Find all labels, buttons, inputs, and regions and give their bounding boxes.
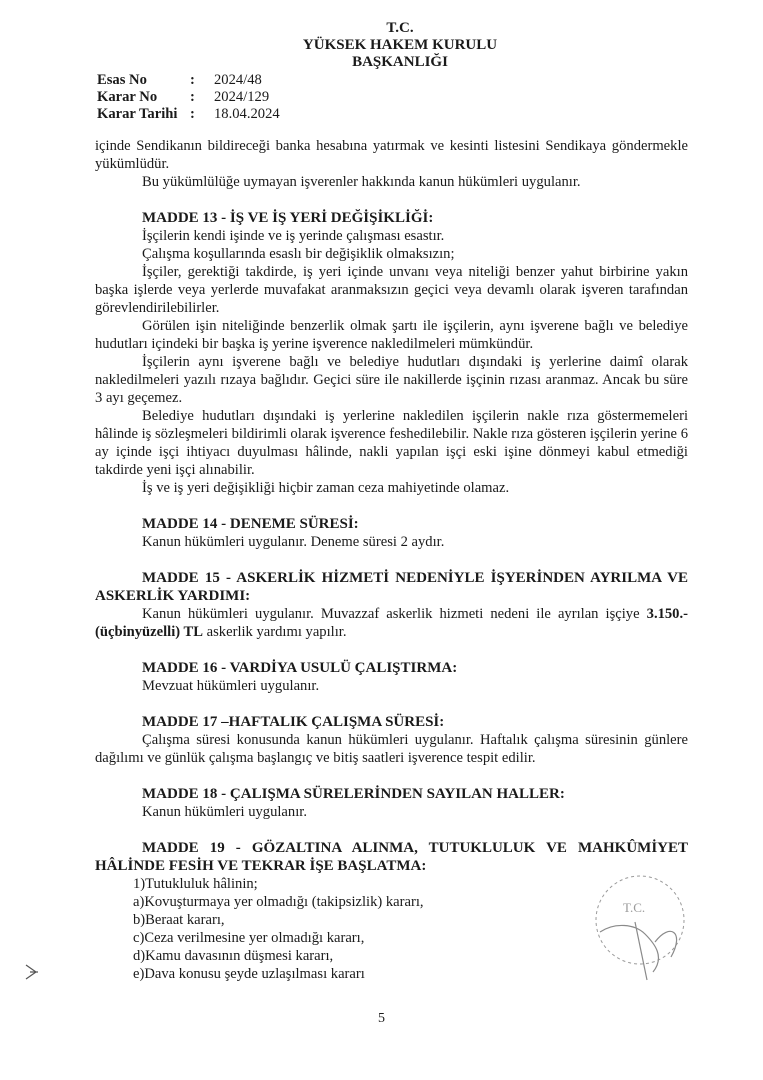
karar-label: Karar No <box>97 89 158 105</box>
paragraph: Çalışma koşullarında esaslı bir değişiklik olmaksızın; <box>142 246 455 262</box>
document-body <box>95 137 688 983</box>
list-item: b)Beraat kararı, <box>133 912 225 928</box>
list-item: e)Dava konusu şeyde uzlaşılması kararı <box>133 966 365 982</box>
article-18-heading: MADDE 18 - ÇALIŞMA SÜRELERİNDEN SAYILAN HALLER: <box>142 786 565 802</box>
esas-label: Esas No <box>97 72 147 88</box>
paragraph: Kanun hükümleri uygulanır. <box>142 804 307 820</box>
paragraph: Kanun hükümleri uygulanır. Deneme süresi 2 aydır. <box>142 534 445 550</box>
separator: : <box>190 72 195 88</box>
article-16-heading: MADDE 16 - VARDİYA USULÜ ÇALIŞTIRMA: <box>142 660 458 676</box>
paragraph: İşçilerin aynı işverene bağlı ve belediye hudutları dışındaki iş yerlerine daimî olarak nakledilmeleri yazılı rızaya bağlıdır. Geçici süre ile nakillerde işçinin rızası aranmaz. Ancak bu süre 3 ayı geçemez. <box>95 354 688 406</box>
article-15-heading: MADDE 15 - ASKERLİK HİZMETİ NEDENİYLE İŞYERİNDEN AYRILMA VE ASKERLİK YARDIMI: <box>95 570 688 604</box>
tarih-value: 18.04.2024 <box>214 106 280 122</box>
tarih-label: Karar Tarihi <box>97 106 178 122</box>
karar-row <box>97 89 280 106</box>
tarih-row <box>97 106 280 123</box>
header-presidency: BAŞKANLIĞI <box>352 54 448 70</box>
paragraph: Mevzuat hükümleri uygulanır. <box>142 678 320 694</box>
page-number: 5 <box>378 1011 385 1026</box>
esas-value: 2024/48 <box>214 72 262 88</box>
paragraph: Belediye hudutları dışındaki iş yerlerine nakledilen işçilerin nakle rıza göstermemeleri hâlinde iş sözleşmeleri bildirimli olarak işverence feshedilebilir. Nakle rıza gösteren işçilerin yerine 6 ay içinde işçi ihtiyacı duyulması hâlinde, nakli yapılan işçi eski işine dönmeyi kabul etmediği takdirde yeni işçi alınabilir. <box>95 408 688 478</box>
list-item: c)Ceza verilmesine yer olmadığı kararı, <box>133 930 365 946</box>
paragraph: Görülen işin niteliğinde benzerlik olmak şartı ile işçilerin, aynı işverene bağlı ve belediye hudutları içindeki bir başka iş yerine işverence nakledilmeleri mümkündür. <box>95 318 688 352</box>
case-metadata <box>97 72 280 123</box>
paragraph: Çalışma süresi konusunda kanun hükümleri uygulanır. Haftalık çalışma süresinin günlere dağılımı ve günlük çalışma başlangıç ve bitiş saatleri işverence tespit edilir. <box>95 732 688 766</box>
amount-text: 3.150.-(üçbinyüzelli) TL <box>95 606 688 640</box>
list-item: d)Kamu davasının düşmesi kararı, <box>133 948 334 964</box>
article-17-heading: MADDE 17 –HAFTALIK ÇALIŞMA SÜRESİ: <box>142 714 445 730</box>
header-institution: YÜKSEK HAKEM KURULU <box>302 37 498 53</box>
margin-mark <box>24 963 44 981</box>
paragraph: İşçilerin kendi işinde ve iş yerinde çalışması esastır. <box>142 228 445 244</box>
paragraph <box>95 605 688 641</box>
list-item: a)Kovuşturmaya yer olmadığı (takipsizlik) kararı, <box>133 894 424 910</box>
header-tc: T.C. <box>386 20 414 36</box>
article-14-heading: MADDE 14 - DENEME SÜRESİ: <box>142 516 359 532</box>
paragraph: İşçiler, gerektiği takdirde, iş yeri içinde unvanı veya niteliği benzer yahut birbirine yakın başka işlerde veya yerlerde muvafakat aranmaksızın geçici veya devamlı olarak işveren tarafından görevlendirilebilirler. <box>95 264 688 316</box>
official-stamp-signature <box>575 862 705 992</box>
stamp-label: T.C. <box>623 900 646 915</box>
paragraph: Bu yükümlülüğe uymayan işverenler hakkında kanun hükümleri uygulanır. <box>142 174 581 190</box>
karar-value: 2024/129 <box>214 89 270 105</box>
article-19-heading: MADDE 19 - GÖZALTINA ALINMA, TUTUKLULUK VE MAHKÛMİYET HÂLİNDE FESİH VE TEKRAR İŞE BAŞLATMA: <box>95 840 688 874</box>
text-run: Kanun hükümleri uygulanır. Muvazzaf askerlik hizmeti nedeni ile ayrılan işçiye <box>142 606 647 622</box>
separator: : <box>190 106 195 122</box>
text-run: askerlik yardımı yapılır. <box>203 624 347 640</box>
paragraph: içinde Sendikanın bildireceği banka hesabına yatırmak ve kesinti listesini Sendikaya göndermekle yükümlüdür. <box>95 138 688 172</box>
separator: : <box>190 89 195 105</box>
esas-row <box>97 72 280 89</box>
paragraph: İş ve iş yeri değişikliği hiçbir zaman ceza mahiyetinde olamaz. <box>142 480 510 496</box>
article-13-heading: MADDE 13 - İŞ VE İŞ YERİ DEĞİŞİKLİĞİ: <box>142 210 434 226</box>
list-item: 1)Tutukluluk hâlinin; <box>133 876 258 892</box>
